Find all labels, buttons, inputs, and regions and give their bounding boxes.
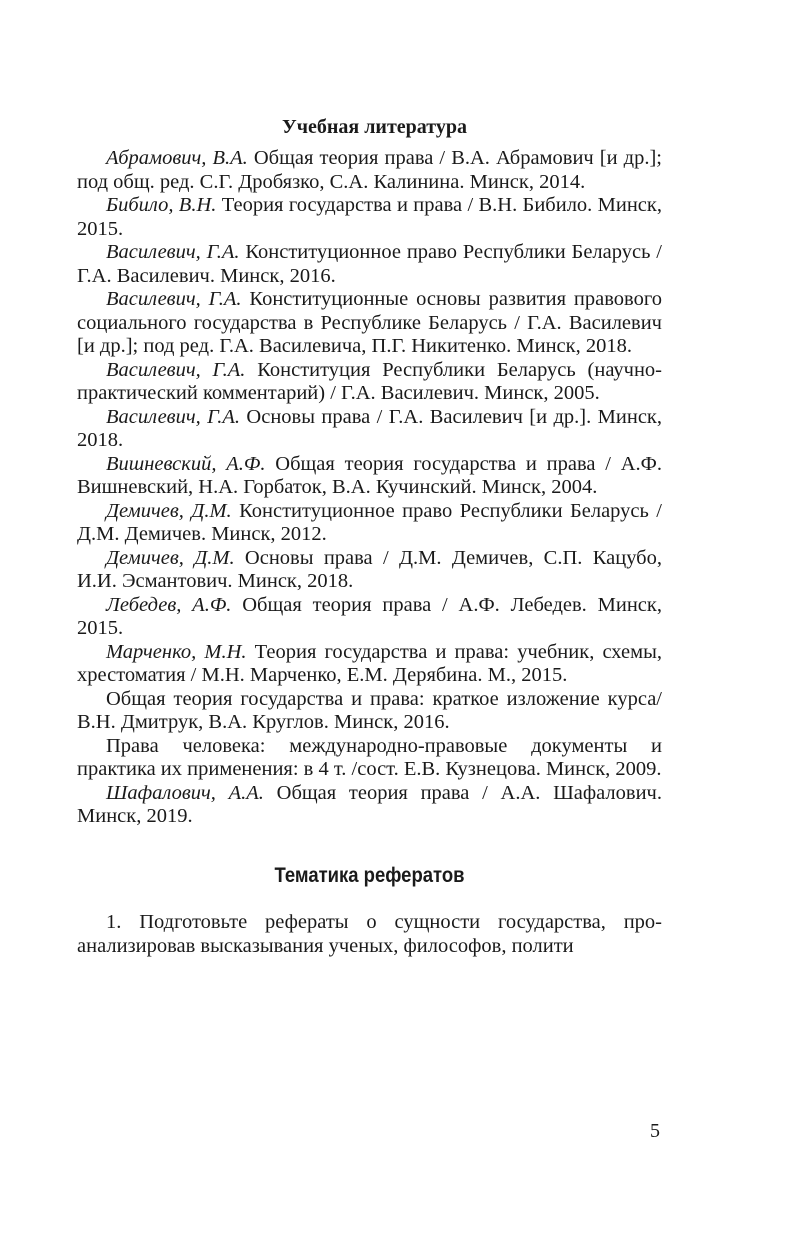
ref-author: Лебедев, А.Ф. [106, 593, 232, 616]
literature-heading: Учебная литература [282, 116, 467, 138]
ref-author: Василевич, Г.А. [106, 241, 240, 263]
page-content [77, 112, 662, 958]
list-item [77, 500, 662, 547]
ref-text: Теория государства и права / В.Н. Бибило. Минск, 2015. [77, 194, 662, 240]
list-item [77, 288, 662, 359]
ref-text: Основы права / Д.М. Демичев, С.П. Кацубо, И.И. Эсмантович. Минск, 2018. [77, 546, 662, 592]
list-item [77, 641, 662, 688]
ref-author: Василевич, Г.А. [106, 358, 246, 381]
ref-author: Бибило, В.Н. [106, 194, 217, 216]
list-item [77, 359, 662, 406]
ref-text: Основы права / Г.А. Василевич [и др.]. Минск, 2018. [77, 405, 662, 451]
ref-author: Вишневский, А.Ф. [106, 452, 266, 475]
ref-author: Демичев, Д.М. [106, 546, 235, 569]
list-item [77, 782, 662, 829]
list-item [77, 688, 662, 735]
list-item [77, 194, 662, 241]
page-number: 5 [650, 1120, 660, 1142]
list-item [77, 147, 662, 194]
list-item [77, 735, 662, 782]
ref-text: Общая теория государства и права / А.Ф. Вишневский, Н.А. Горбаток, В.А. Кучинский. Минск, 2004. [77, 452, 662, 498]
list-item [77, 453, 662, 500]
list-item [77, 241, 662, 288]
list-item [77, 594, 662, 641]
ref-author: Шафалович, А.А. [106, 781, 264, 804]
ref-author: Василевич, Г.А. [106, 405, 241, 428]
ref-text: Общая теория права / В.А. Абрамович [и др.]; под общ. ред. С.Г. Дробязко, С.А. Калинина. Минск, 2014. [77, 147, 662, 193]
ref-text: Конституционное право Республики Беларусь / Г.А. Василевич. Минск, 2016. [77, 241, 662, 287]
ref-text: Теория государства и права: учебник, схемы, хрестоматия / М.Н. Марченко, Е.М. Дерябина. М., 2015. [77, 640, 662, 686]
list-item [77, 547, 662, 594]
ref-text: Общая теория права / А.Ф. Лебедев. Минск, 2015. [77, 593, 662, 639]
ref-author: Марченко, М.Н. [106, 640, 247, 663]
ref-author: Василевич, Г.А. [106, 288, 242, 310]
ref-author: Демичев, Д.М. [106, 499, 232, 522]
ref-text: Права человека: международно-правовые документы и практика их применения: в 4 т. /сост. Е.В. Кузнецова. Минск, 2009. [77, 734, 662, 780]
ref-text: Общая теория права / А.А. Шафалович. Минск, 2019. [77, 781, 662, 827]
list-item [77, 406, 662, 453]
ref-text: Конституционные основы развития правового социального государства в Республике Беларусь / Г.А. Василевич [и др.]; под ред. Г.А. Василевича, П.Г. Никитенко. Минск, 2018. [77, 288, 662, 357]
topics-heading: Тематика рефератов [274, 863, 465, 887]
ref-text: Общая теория государства и права: краткое изложение курса/В.Н. Дмитрук, В.А. Круглов. Минск, 2016. [77, 687, 662, 733]
ref-text: Конституция Республики Беларусь (научно-практический комментарий) / Г.А. Василевич. Минск, 2005. [77, 358, 662, 404]
topics-paragraph: 1. Подготовьте рефераты о сущности государства, проанализировав высказывания ученых, философов, полити [77, 910, 662, 957]
ref-text: Конституционное право Республики Беларусь / Д.М. Демичев. Минск, 2012. [77, 499, 662, 545]
literature-list [77, 147, 662, 829]
ref-author: Абрамович, В.А. [106, 147, 248, 169]
